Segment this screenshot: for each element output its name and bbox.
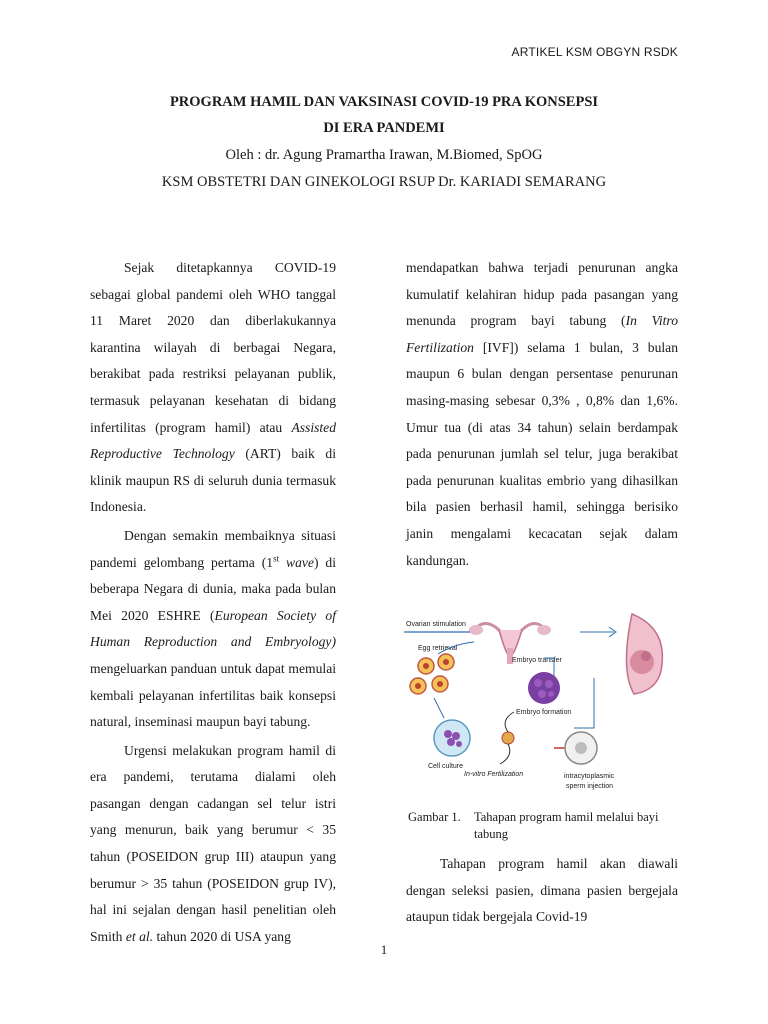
svg-text:sperm injection: sperm injection <box>566 783 614 790</box>
paragraph-5: Tahapan program hamil akan diawali dengan seleksi pasien, dimana pasien bergejala ataupun tidak bergejala Covid-19 <box>406 856 678 925</box>
title-line-1: PROGRAM HAMIL DAN VAKSINASI COVID-19 PRA KONSEPSI <box>169 94 599 110</box>
title-line-2: DI ERA PANDEMI <box>323 120 445 136</box>
svg-text:Embryo formation: Embryo formation <box>516 709 572 716</box>
icsi-illustration <box>565 732 597 764</box>
running-header: ARTIKEL KSM OBGYN RSDK <box>511 45 678 59</box>
page-number: 1 <box>380 942 388 957</box>
paragraph-3: Urgensi melakukan program hamil di era pandemi, terutama dialami oleh pasangan dengan cadangan sel telur istri yang menurun, baik yang berumur < 35 tahun (POSEIDON grup III) ataupun yang berumur > 35 tahun (POSEIDON grup IV), hal ini sejalan dengan hasil penelitian oleh Smith et al. tahun 2020 di USA yang <box>90 742 336 944</box>
left-column <box>90 255 336 950</box>
paragraph-4: mendapatkan bahwa terjadi penurunan angka kumulatif kelahiran hidup pada pasangan yang menunda program bayi tabung (In Vitro Fertilization [IVF]) selama 1 bulan, 3 bulan maupun 6 bulan dengan persentase penurunan masing-masing sebesar 0,3% , 0,8% dan 1,6%. Umur tua (di atas 34 tahun) selain berdampak pada penurunan jumlah sel telur, juga berakibat pada penurunan kualitas embrio yang dihasilkan bila pasien berhasil hamil, sehingga berisiko janin mengalami kecacatan sejak dalam kandungan. <box>406 260 679 568</box>
svg-text:Cell culture: Cell culture <box>428 763 464 770</box>
svg-text:In-vitro Fertilization: In-vitro Fertilization <box>464 771 524 778</box>
cell-culture-dish <box>434 720 470 756</box>
right-column-top <box>406 255 678 574</box>
author-line: Oleh : dr. Agung Pramartha Irawan, M.Biomed, SpOG <box>225 147 543 163</box>
embryo-illustration <box>528 672 560 704</box>
affiliation-line: KSM OBSTETRI DAN GINEKOLOGI RSUP Dr. KARIADI SEMARANG <box>161 174 607 190</box>
svg-text:Ovarian stimulation: Ovarian stimulation <box>406 621 466 628</box>
figure-caption: Gambar 1. Tahapan program hamil melalui bayi tabung <box>408 810 659 841</box>
svg-text:Egg retrieval: Egg retrieval <box>418 645 458 652</box>
svg-text:intracytoplasmic: intracytoplasmic <box>564 773 615 780</box>
right-column-bottom <box>406 851 678 931</box>
paragraph-1: Sejak ditetapkannya COVID-19 sebagai global pandemi oleh WHO tanggal 11 Maret 2020 dan diberlakukannya karantina wilayah di berbagai Negara, berakibat pada restriksi pelayanan publik, termasuk pelayanan kesehatan di bidang infertilitas (program hamil) atau Assisted Reproductive Technology (ART) baik di klinik maupun RS di seluruh dunia termasuk Indonesia. <box>90 260 336 515</box>
paragraph-2: Dengan semakin membaiknya situasi pandemi gelombang pertama (1st wave) di beberapa Negara di dunia, maka pada bulan Mei 2020 ESHRE (European Society of Human Reproduction and Embryology) mengeluarkan panduan untuk dapat memulai kembali pelayanan infertilitas baik konsepsi natural, inseminasi maupun bayi tabung. <box>90 527 337 730</box>
svg-text:Embryo transfer: Embryo transfer <box>512 657 562 664</box>
ivf-process-figure <box>404 608 682 804</box>
